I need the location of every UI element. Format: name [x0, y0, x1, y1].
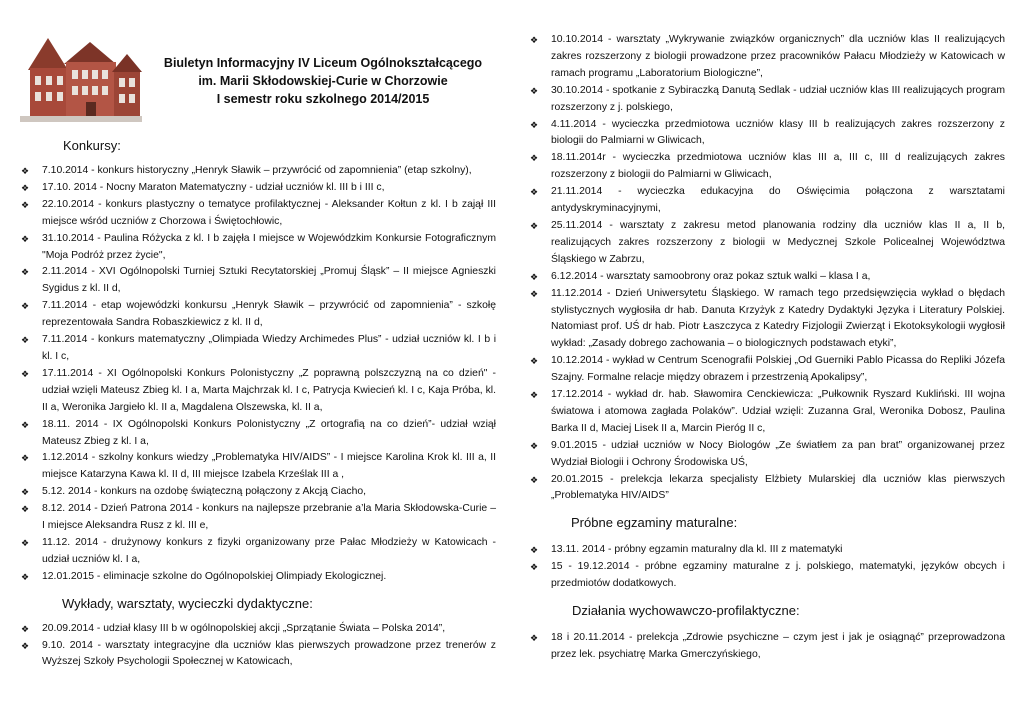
title-line-3: I semestr roku szkolnego 2014/2015 [216, 92, 430, 106]
list-item: ❖ 10.12.2014 - wykład w Centrum Scenografii Polskiej „Od Guerniki Pablo Picassa do Repliki Józefa Szajny. Formalne relacje między obrazem i przestrzenią Apokalipsy”, [530, 355, 1005, 384]
list-item: ❖ 10.10.2014 - warsztaty „Wykrywanie związków organicznych” dla uczniów klas II realizujących zakres rozszerzony z biologii prowadzone przez pracowników Pałacu Młodzieży w Katowicach w ramach programu „Laboratorium Biologiczne”, [530, 34, 1005, 79]
diamond-bullet-icon: ❖ [530, 153, 539, 164]
bulletin-title [148, 54, 498, 108]
diamond-bullet-icon: ❖ [21, 233, 30, 244]
heading-wyklady: Wykłady, warsztaty, wycieczki dydaktyczne: [62, 595, 313, 611]
diamond-bullet-icon: ❖ [21, 640, 30, 651]
list-item: ❖ 5.12. 2014 - konkurs na ozdobę świąteczną połączony z Akcją Ciacho, [18, 484, 496, 501]
list-item: ❖ 7.11.2014 - etap wojewódzki konkursu „Henryk Sławik – przywrócić od zapomnienia” - szkołę reprezentowała Sandra Robaszkiewicz z kl. II d, [21, 300, 496, 329]
list-wyklady-right [527, 32, 1005, 505]
list-item: ❖ 9.01.2015 - udział uczniów w Nocy Biologów „Ze światłem za pan brat” organizowanej przez Wydział Biologii i Ochrony Środowiska UŚ, [530, 439, 1005, 468]
diamond-bullet-icon: ❖ [21, 301, 30, 312]
diamond-bullet-icon: ❖ [21, 199, 30, 210]
list-item: ❖ 22.10.2014 - konkurs plastyczny o tematyce profilaktycznej - Aleksander Kołtun z kl. I b zajął III miejsce wśród uczniów z Chorzowa i Świętochłowic, [21, 198, 496, 227]
list-item: ❖ 1.12.2014 - szkolny konkurs wiedzy „Problematyka HIV/AIDS” - I miejsce Karolina Krok kl. III a, II miejsce Katarzyna Kawa kl. II d, III miejsce Izabela Krześlak III a , [21, 452, 496, 481]
diamond-bullet-icon: ❖ [530, 271, 539, 282]
list-item: ❖ 31.10.2014 - Paulina Różycka z kl. I b zajęła I miejsce w Wojewódzkim Konkursie Fotograficznym "Moja Podróż przez życie", [21, 232, 496, 261]
list-item: ❖ 25.11.2014 - warsztaty z zakresu metod planowania rodziny dla uczniów klas II a, II b, realizujących zakres rozszerzony z biologii w Medycznej Szkole Policealnej Województwa Śląskiego w Zabrzu, [530, 219, 1005, 265]
diamond-bullet-icon: ❖ [530, 119, 539, 130]
header [18, 0, 496, 128]
diamond-bullet-icon: ❖ [530, 562, 539, 573]
diamond-bullet-icon: ❖ [530, 390, 539, 401]
diamond-bullet-icon: ❖ [21, 504, 30, 515]
list-item: ❖ 20.01.2015 - prelekcja lekarza specjalisty Elżbiety Mularskiej dla uczniów klas pierwszych „Problematyka HIV/AIDS” [530, 473, 1005, 502]
list-item: ❖ 18.11. 2014 - IX Ogólnopolski Konkurs Polonistyczny „Z ortografią na co dzień”- udział wziął Mateusz Zbieg z kl. I a, [21, 418, 496, 447]
diamond-bullet-icon: ❖ [530, 288, 539, 299]
diamond-bullet-icon: ❖ [21, 166, 30, 176]
list-item: ❖ 21.11.2014 - wycieczka edukacyjna do Oświęcimia połączona z warsztatami antydyskryminacyjnymi, [530, 186, 1005, 215]
diamond-bullet-icon: ❖ [530, 440, 539, 451]
list-probne-egzaminy [527, 542, 1005, 593]
diamond-bullet-icon: ❖ [530, 474, 539, 485]
list-item: ❖ 20.09.2014 - udział klasy III b w ogólnopolskiej akcji „Sprzątanie Świata – Polska 2014”, [18, 621, 496, 638]
list-item: ❖ 13.11. 2014 - próbny egzamin maturalny dla kl. III z matematyki [527, 542, 1005, 559]
diamond-bullet-icon: ❖ [21, 419, 30, 430]
diamond-bullet-icon: ❖ [21, 267, 30, 278]
diamond-bullet-icon: ❖ [21, 335, 30, 346]
list-item: ❖ 9.10. 2014 - warsztaty integracyjne dla uczniów klas pierwszych prowadzone przez trenerów z Wyższej Szkoły Psychologii Społecznej w Katowicach, [21, 639, 496, 668]
list-item: ❖ 4.11.2014 - wycieczka przedmiotowa uczniów klasy III b realizujących zakres rozszerzony z biologii do Palmiarni w Gliwicach, [530, 118, 1005, 147]
right-column [527, 0, 1005, 664]
list-dzialania [527, 630, 1005, 664]
heading-dzialania: Działania wychowawczo-profilaktyczne: [572, 603, 800, 619]
list-konkursy [18, 163, 496, 586]
list-item: ❖ 15 - 19.12.2014 - próbne egzaminy maturalne z j. polskiego, matematyki, języków obcych i przedmiotów dodatkowych. [530, 561, 1005, 590]
diamond-bullet-icon: ❖ [21, 368, 30, 379]
list-item: ❖ 7.11.2014 - konkurs matematyczny „Olimpiada Wiedzy Archimedes Plus” - udział uczniów kl. I b i kl. I c, [21, 334, 496, 362]
diamond-bullet-icon: ❖ [530, 633, 539, 644]
list-item: ❖ 12.01.2015 - eliminacje szkolne do Ogólnopolskiej Olimpiady Ekologicznej. [18, 569, 496, 586]
list-item: ❖ 17.12.2014 - wykład dr. hab. Sławomira Cenckiewicza: „Pułkownik Ryszard Kukliński. III wojna światowa i atomowa zagłada Polaków”. Udział wzięli: Zuzanna Gral, Weronika Dobosz, Paulina Barka II d, Maciej Lisek II a, Marcin Pieróg II c, [530, 389, 1005, 434]
left-column [18, 0, 496, 671]
diamond-bullet-icon: ❖ [21, 623, 30, 634]
list-item: ❖ 11.12.2014 - Dzień Uniwersytetu Śląskiego. W ramach tego przedsięwzięcia wykład o błędach stylistycznych wygłosiła dr hab. Danuta Krzyżyk z Katedry Dydaktyki Języka i Literatury Polskiej. Natomiast prof. UŚ dr hab. Piotr Łaszczyca z Katedry Fizjologii Zwierząt i Ekotoksykologii wygłosił wykład: „Zasady dobrego zachowania – o biologicznych podstawach etyki”, [530, 287, 1005, 350]
diamond-bullet-icon: ❖ [530, 35, 539, 45]
list-item: ❖ 18.11.2014r - wycieczka przedmiotowa uczniów klas III a, III c, III d realizujących zakres rozszerzony z biologii do Palmiarni w Gliwicach, [530, 152, 1005, 181]
list-item: ❖ 8.12. 2014 - Dzień Patrona 2014 - konkurs na najlepsze przebranie a’la Maria Skłodowska-Curie – I miejsce Aleksandra Rusz z kl. III e, [21, 503, 496, 532]
diamond-bullet-icon: ❖ [21, 571, 30, 582]
list-item: ❖ 11.12. 2014 - drużynowy konkurs z fizyki organizowany prze Pałac Młodzieży w Katowicach - udział uczniów kl. I a, [21, 536, 496, 565]
list-wyklady-left [18, 621, 496, 672]
list-item: ❖ 6.12.2014 - warsztaty samoobrony oraz pokaz sztuk walki – klasa I a, [527, 269, 1005, 286]
diamond-bullet-icon: ❖ [530, 220, 539, 231]
diamond-bullet-icon: ❖ [530, 187, 539, 198]
school-building-image [20, 30, 142, 122]
list-item: ❖ 18 i 20.11.2014 - prelekcja „Zdrowie psychiczne – czym jest i jak je osiągnąć” przeprowadzona przez lek. psychiatrę Marka Gmerczyńskiego, [530, 632, 1005, 660]
list-item: ❖ 7.10.2014 - konkurs historyczny „Henryk Sławik – przywrócić od zapomnienia” (etap szkolny), [18, 163, 496, 180]
list-item: ❖ 17.11.2014 - XI Ogólnopolski Konkurs Polonistyczny „Z poprawną polszczyzną na co dzień" - udział wzięli Mateusz Zbieg kl. I a, Marta Majchrzak kl. I c, Patrycja Kwiecień kl. I c, Kaja Próba, kl. II a, Weronika Jargieło kl. II a, Magdalena Olszewska, kl. II a, [21, 367, 496, 413]
list-item: ❖ 2.11.2014 - XVI Ogólnopolski Turniej Sztuki Recytatorskiej „Promuj Śląsk” – II miejsce Agnieszki Sygidus z kl. II d, [21, 266, 496, 295]
diamond-bullet-icon: ❖ [21, 487, 30, 498]
title-line-2: im. Marii Skłodowskiej-Curie w Chorzowie [198, 74, 448, 88]
diamond-bullet-icon: ❖ [530, 85, 539, 96]
title-line-1: Biuletyn Informacyjny IV Liceum Ogólnokształcącego [163, 56, 483, 70]
list-item: ❖ 30.10.2014 - spotkanie z Sybiraczką Danutą Sedlak - udział uczniów klas III realizujących program rozszerzony z j. polskiego, [530, 84, 1005, 113]
heading-konkursy: Konkursy: [63, 138, 121, 153]
heading-probne-egzaminy: Próbne egzaminy maturalne: [571, 515, 738, 531]
diamond-bullet-icon: ❖ [21, 182, 30, 193]
list-item: ❖ 17.10. 2014 - Nocny Maraton Matematyczny - udział uczniów kl. III b i III c, [18, 180, 496, 197]
diamond-bullet-icon: ❖ [530, 356, 539, 367]
diamond-bullet-icon: ❖ [530, 545, 539, 556]
diamond-bullet-icon: ❖ [21, 537, 30, 548]
diamond-bullet-icon: ❖ [21, 453, 30, 464]
